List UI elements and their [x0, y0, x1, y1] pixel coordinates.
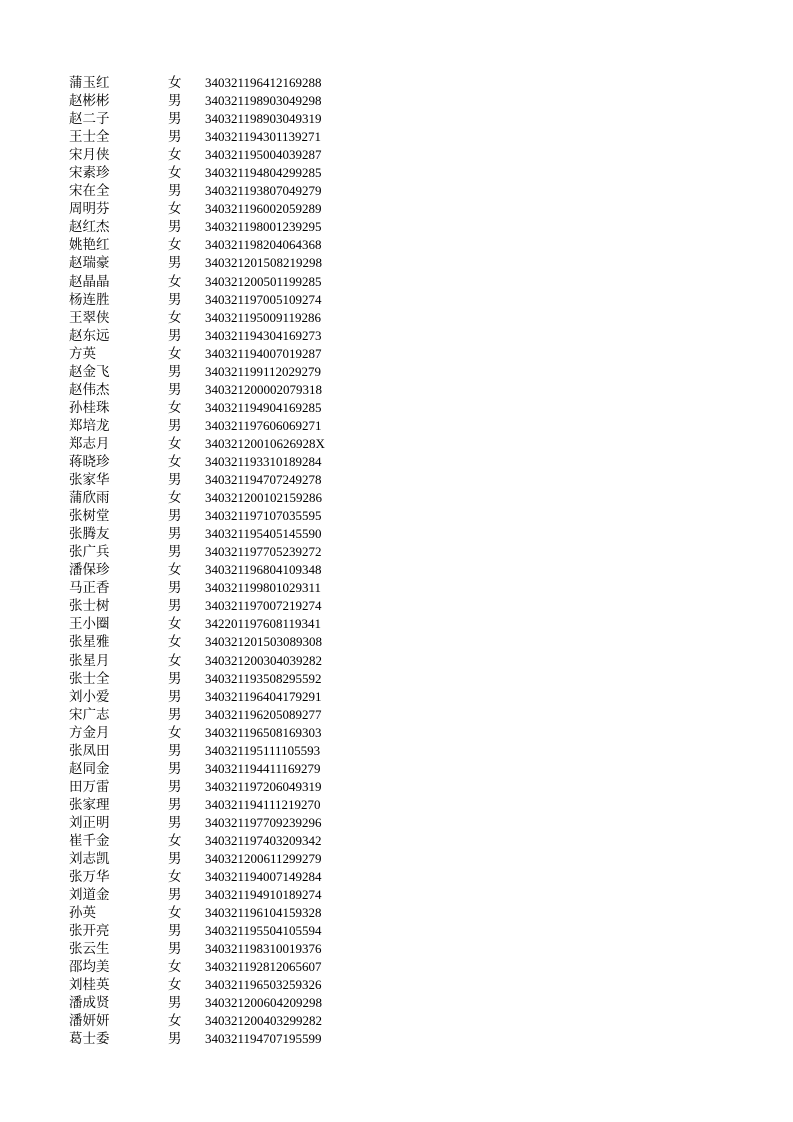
table-row	[69, 363, 369, 381]
person-id-number: 340321196412169288	[205, 75, 322, 90]
person-name: 张士全	[69, 670, 110, 687]
person-name: 杨连胜	[69, 291, 110, 308]
table-row	[69, 309, 369, 327]
person-name: 张家理	[69, 796, 110, 813]
person-gender: 女	[168, 562, 182, 579]
person-id-number: 34032120010626928X	[205, 435, 325, 451]
person-name: 刘小爱	[69, 688, 110, 705]
table-row	[69, 724, 369, 742]
person-gender: 女	[168, 490, 182, 507]
person-name: 方金月	[69, 724, 110, 741]
person-name: 孙英	[69, 905, 96, 922]
person-name: 蒲欣雨	[69, 490, 110, 507]
person-gender: 女	[168, 273, 182, 290]
person-name: 张星月	[69, 652, 110, 669]
person-id-number: 340321197007219274	[205, 598, 322, 614]
person-gender: 男	[168, 291, 182, 308]
person-name: 姚艳红	[69, 237, 110, 254]
person-id-number: 340321198903049298	[205, 93, 322, 109]
person-id-number: 340321194304169273	[205, 327, 322, 343]
person-gender: 女	[168, 75, 182, 91]
person-name: 潘保珍	[69, 562, 110, 579]
person-id-number: 340321196503259326	[205, 977, 322, 993]
table-row	[69, 1030, 369, 1048]
person-name: 孙桂珠	[69, 399, 110, 416]
table-row	[69, 832, 369, 850]
person-id-number: 340321197206049319	[205, 778, 322, 794]
table-row	[69, 254, 369, 272]
person-gender: 男	[168, 255, 182, 272]
person-name: 赵金飞	[69, 363, 110, 380]
person-gender: 女	[168, 959, 182, 976]
person-gender: 女	[168, 165, 182, 182]
person-id-number: 340321197606069271	[205, 417, 322, 433]
person-name: 田万雷	[69, 778, 110, 795]
person-gender: 女	[168, 724, 182, 741]
person-id-number: 340321194804299285	[205, 165, 322, 181]
person-id-number: 340321198204064368	[205, 237, 322, 253]
person-gender: 男	[168, 923, 182, 940]
person-id-number: 340321197107035595	[205, 508, 322, 524]
table-row	[69, 92, 369, 110]
person-id-number: 340321194301139271	[205, 129, 322, 145]
person-id-number: 340321201503089308	[205, 634, 322, 650]
table-row	[69, 327, 369, 345]
table-row	[69, 615, 369, 633]
person-id-number: 340321196508169303	[205, 724, 322, 740]
table-row	[69, 760, 369, 778]
person-gender: 男	[168, 688, 182, 705]
table-row	[69, 976, 369, 994]
person-id-number: 340321195009119286	[205, 309, 322, 325]
person-gender: 男	[168, 1031, 182, 1048]
person-gender: 男	[168, 508, 182, 525]
person-id-number: 340321198903049319	[205, 111, 322, 127]
person-name: 赵瑞豪	[69, 255, 110, 272]
person-gender: 男	[168, 598, 182, 615]
table-row	[69, 381, 369, 399]
person-name: 宋月侠	[69, 147, 110, 164]
table-row	[69, 110, 369, 128]
person-gender: 女	[168, 905, 182, 922]
person-gender: 男	[168, 887, 182, 904]
table-row	[69, 489, 369, 507]
person-name: 刘道金	[69, 887, 110, 904]
person-gender: 女	[168, 309, 182, 326]
person-name: 蒲玉红	[69, 75, 110, 91]
table-row	[69, 670, 369, 688]
person-id-number: 340321194411169279	[205, 760, 321, 776]
person-gender: 男	[168, 472, 182, 489]
person-name: 宋在全	[69, 183, 110, 200]
table-row	[69, 435, 369, 453]
table-row	[69, 778, 369, 796]
person-name: 张家华	[69, 472, 110, 489]
table-row	[69, 922, 369, 940]
table-row	[69, 200, 369, 218]
person-gender: 男	[168, 544, 182, 561]
person-gender: 男	[168, 526, 182, 543]
person-gender: 男	[168, 93, 182, 110]
person-name: 潘妍妍	[69, 1013, 110, 1030]
table-row	[69, 579, 369, 597]
person-id-number: 340321198001239295	[205, 219, 322, 235]
person-id-number: 340321200102159286	[205, 490, 322, 506]
table-row	[69, 633, 369, 651]
person-name: 刘志凯	[69, 851, 110, 868]
table-row	[69, 471, 369, 489]
table-row	[69, 291, 369, 309]
person-id-number: 340321194707249278	[205, 472, 322, 488]
table-row	[69, 236, 369, 254]
person-id-number: 340321200002079318	[205, 381, 322, 397]
person-gender: 男	[168, 219, 182, 236]
table-row	[69, 543, 369, 561]
table-row	[69, 994, 369, 1012]
person-name: 邵均美	[69, 959, 110, 976]
person-name: 马正香	[69, 580, 110, 597]
person-id-number: 340321194904169285	[205, 399, 322, 415]
person-name: 赵彬彬	[69, 93, 110, 110]
person-id-number: 340321197709239296	[205, 814, 322, 830]
table-row	[69, 525, 369, 543]
table-row	[69, 688, 369, 706]
person-gender: 男	[168, 706, 182, 723]
person-id-number: 340321201508219298	[205, 255, 322, 271]
person-name: 郑志月	[69, 435, 110, 452]
person-name: 王翠侠	[69, 309, 110, 326]
table-row	[69, 164, 369, 182]
person-gender: 男	[168, 183, 182, 200]
person-id-number: 340321196205089277	[205, 706, 322, 722]
person-id-number: 340321200501199285	[205, 273, 322, 289]
person-gender: 女	[168, 399, 182, 416]
table-row	[69, 706, 369, 724]
person-name: 赵晶晶	[69, 273, 110, 290]
table-row	[69, 218, 369, 236]
table-row	[69, 868, 369, 886]
person-name: 赵红杰	[69, 219, 110, 236]
person-name: 张星雅	[69, 634, 110, 651]
person-id-number: 340321193508295592	[205, 670, 322, 686]
person-name: 周明芬	[69, 201, 110, 218]
table-row	[69, 74, 369, 92]
person-gender: 女	[168, 435, 182, 452]
person-gender: 男	[168, 941, 182, 958]
table-row	[69, 146, 369, 164]
person-name: 赵同金	[69, 760, 110, 777]
person-gender: 女	[168, 453, 182, 470]
person-name: 方英	[69, 345, 96, 362]
person-gender: 女	[168, 652, 182, 669]
person-gender: 男	[168, 851, 182, 868]
person-gender: 女	[168, 1013, 182, 1030]
table-row	[69, 453, 369, 471]
person-gender: 女	[168, 634, 182, 651]
person-name: 王士全	[69, 129, 110, 146]
person-id-number: 340321193807049279	[205, 183, 322, 199]
table-row	[69, 345, 369, 363]
person-gender: 男	[168, 995, 182, 1012]
table-row	[69, 561, 369, 579]
table-row	[69, 417, 369, 435]
person-gender: 男	[168, 742, 182, 759]
person-name: 王小圈	[69, 616, 110, 633]
person-gender: 男	[168, 670, 182, 687]
person-name: 宋广志	[69, 706, 110, 723]
person-gender: 男	[168, 580, 182, 597]
person-id-number: 340321197403209342	[205, 832, 322, 848]
person-id-number: 340321192812065607	[205, 959, 322, 975]
person-name: 刘正明	[69, 814, 110, 831]
person-id-number: 340321198310019376	[205, 941, 322, 957]
person-name: 张开亮	[69, 923, 110, 940]
person-gender: 女	[168, 345, 182, 362]
person-gender: 女	[168, 201, 182, 218]
person-gender: 男	[168, 381, 182, 398]
person-name: 葛士委	[69, 1031, 110, 1048]
person-gender: 男	[168, 796, 182, 813]
person-name: 张凤田	[69, 742, 110, 759]
person-name: 赵二子	[69, 111, 110, 128]
table-row	[69, 886, 369, 904]
person-id-number: 340321197705239272	[205, 544, 322, 560]
person-gender: 女	[168, 869, 182, 886]
person-name: 张腾友	[69, 526, 110, 543]
person-id-number: 340321200304039282	[205, 652, 322, 668]
person-id-number: 340321196804109348	[205, 562, 322, 578]
person-name: 刘桂英	[69, 977, 110, 994]
table-row	[69, 273, 369, 291]
table-row	[69, 182, 369, 200]
table-row	[69, 652, 369, 670]
person-name: 张广兵	[69, 544, 110, 561]
table-row	[69, 796, 369, 814]
person-gender: 女	[168, 237, 182, 254]
person-name: 张士树	[69, 598, 110, 615]
table-row	[69, 128, 369, 146]
person-id-number: 340321200604209298	[205, 995, 322, 1011]
person-gender: 男	[168, 111, 182, 128]
person-id-number: 340321194910189274	[205, 887, 322, 903]
person-gender: 男	[168, 363, 182, 380]
person-id-number: 340321194707195599	[205, 1031, 322, 1047]
person-id-number: 340321196104159328	[205, 905, 322, 921]
person-name: 张树堂	[69, 508, 110, 525]
table-row	[69, 597, 369, 615]
person-gender: 男	[168, 327, 182, 344]
person-name: 张万华	[69, 869, 110, 886]
person-id-number: 340321194007149284	[205, 869, 322, 885]
person-name: 郑培龙	[69, 417, 110, 434]
person-name: 潘成贤	[69, 995, 110, 1012]
person-name: 赵东远	[69, 327, 110, 344]
table-row	[69, 742, 369, 760]
person-name: 张云生	[69, 941, 110, 958]
person-name: 崔千金	[69, 832, 110, 849]
person-gender: 女	[168, 977, 182, 994]
person-gender: 女	[168, 147, 182, 164]
person-name: 蒋晓珍	[69, 453, 110, 470]
person-id-number: 340321195504105594	[205, 923, 322, 939]
person-id-number: 342201197608119341	[205, 616, 322, 632]
person-id-number: 340321195004039287	[205, 147, 322, 163]
table-row	[69, 958, 369, 976]
roster-table	[69, 74, 369, 1049]
person-name: 赵伟杰	[69, 381, 110, 398]
person-id-number: 340321194007019287	[205, 345, 322, 361]
table-row	[69, 507, 369, 525]
person-id-number: 340321193310189284	[205, 453, 322, 469]
person-id-number: 340321195111105593	[205, 742, 321, 758]
table-row	[69, 850, 369, 868]
person-id-number: 340321200403299282	[205, 1013, 322, 1029]
person-gender: 男	[168, 760, 182, 777]
person-id-number: 340321199112029279	[205, 363, 322, 379]
table-row	[69, 940, 369, 958]
table-row	[69, 904, 369, 922]
person-gender: 女	[168, 832, 182, 849]
person-id-number: 340321196002059289	[205, 201, 322, 217]
person-gender: 男	[168, 417, 182, 434]
table-row	[69, 1012, 369, 1030]
person-gender: 男	[168, 814, 182, 831]
person-name: 宋素珍	[69, 165, 110, 182]
person-id-number: 340321194111219270	[205, 796, 321, 812]
table-row	[69, 399, 369, 417]
table-row	[69, 814, 369, 832]
person-id-number: 340321197005109274	[205, 291, 322, 307]
person-gender: 男	[168, 129, 182, 146]
person-id-number: 340321199801029311	[205, 580, 322, 596]
person-gender: 女	[168, 616, 182, 633]
person-id-number: 340321196404179291	[205, 688, 322, 704]
person-gender: 男	[168, 778, 182, 795]
person-id-number: 340321195405145590	[205, 526, 322, 542]
person-id-number: 340321200611299279	[205, 851, 322, 867]
